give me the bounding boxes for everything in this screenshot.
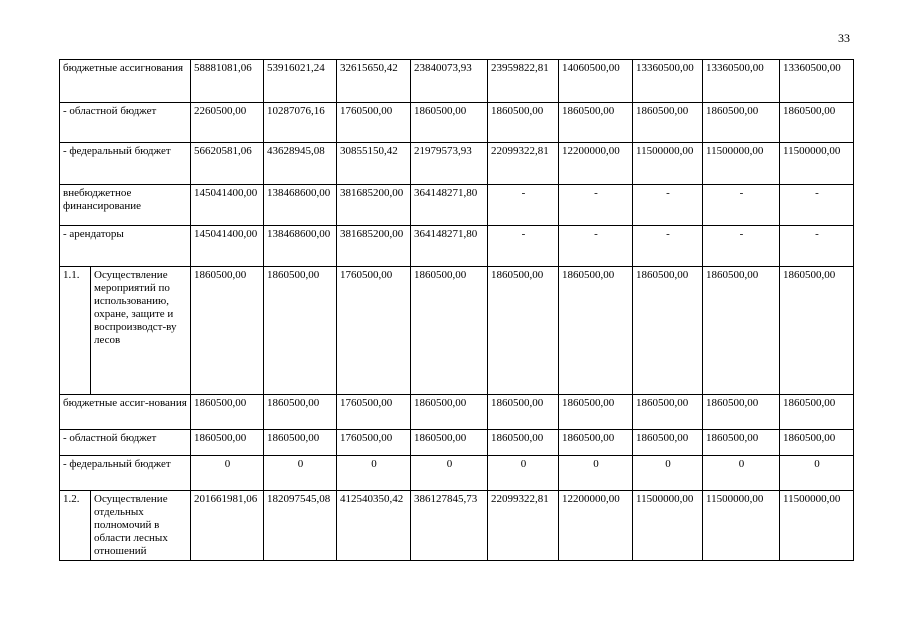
value-cell: 11500000,00 (780, 143, 854, 185)
value-cell: 22099322,81 (488, 143, 559, 185)
value-cell: - (633, 226, 703, 267)
value-cell: - (703, 185, 780, 226)
value-cell: 23959822,81 (488, 60, 559, 103)
value-cell: 145041400,00 (191, 185, 264, 226)
value-cell: 11500000,00 (633, 491, 703, 561)
row-label: - областной бюджет (60, 103, 191, 143)
value-cell: 1860500,00 (264, 395, 337, 430)
value-cell: 14060500,00 (559, 60, 633, 103)
value-cell: 22099322,81 (488, 491, 559, 561)
value-cell: 1860500,00 (633, 267, 703, 395)
value-cell: 1860500,00 (559, 395, 633, 430)
value-cell: 138468600,00 (264, 185, 337, 226)
value-cell: 13360500,00 (633, 60, 703, 103)
value-cell: 1860500,00 (191, 267, 264, 395)
table-row-item (60, 267, 854, 395)
value-cell: 21979573,93 (411, 143, 488, 185)
value-cell: 23840073,93 (411, 60, 488, 103)
value-cell: 11500000,00 (703, 491, 780, 561)
row-label: внебюджетное финансирование (60, 185, 191, 226)
value-cell: 1860500,00 (703, 267, 780, 395)
item-number: 1.1. (60, 267, 91, 395)
row-label: - арендаторы (60, 226, 191, 267)
table-row (60, 60, 854, 103)
value-cell: 1860500,00 (411, 430, 488, 456)
value-cell: 364148271,80 (411, 226, 488, 267)
value-cell: 1860500,00 (780, 430, 854, 456)
row-label: - областной бюджет (60, 430, 191, 456)
value-cell: 1860500,00 (559, 103, 633, 143)
value-cell: 11500000,00 (703, 143, 780, 185)
value-cell: - (780, 185, 854, 226)
value-cell: - (633, 185, 703, 226)
value-cell: 386127845,73 (411, 491, 488, 561)
table-row (60, 226, 854, 267)
value-cell: 1860500,00 (703, 430, 780, 456)
value-cell: 0 (191, 456, 264, 491)
value-cell: 381685200,00 (337, 185, 411, 226)
value-cell: 0 (488, 456, 559, 491)
value-cell: - (488, 226, 559, 267)
value-cell: 0 (703, 456, 780, 491)
item-label: Осуществление отдельных полномочий в области лесных отношений (91, 491, 191, 561)
value-cell: 1860500,00 (488, 395, 559, 430)
item-number: 1.2. (60, 491, 91, 561)
value-cell: 145041400,00 (191, 226, 264, 267)
row-label: - федеральный бюджет (60, 456, 191, 491)
value-cell: 2260500,00 (191, 103, 264, 143)
value-cell: 11500000,00 (633, 143, 703, 185)
value-cell: 1860500,00 (780, 103, 854, 143)
table-row (60, 456, 854, 491)
value-cell: 58881081,06 (191, 60, 264, 103)
value-cell: 43628945,08 (264, 143, 337, 185)
value-cell: - (559, 226, 633, 267)
value-cell: 1860500,00 (703, 395, 780, 430)
item-label: Осуществление мероприятий по использованию, охране, защите и воспроизводст-ву лесов (91, 267, 191, 395)
value-cell: 1860500,00 (559, 430, 633, 456)
value-cell: 13360500,00 (780, 60, 854, 103)
value-cell: 1860500,00 (191, 430, 264, 456)
value-cell: 1860500,00 (633, 430, 703, 456)
value-cell: 1860500,00 (191, 395, 264, 430)
table-row (60, 395, 854, 430)
value-cell: - (488, 185, 559, 226)
value-cell: 1860500,00 (780, 395, 854, 430)
value-cell: - (780, 226, 854, 267)
value-cell: 1860500,00 (488, 430, 559, 456)
value-cell: 1760500,00 (337, 395, 411, 430)
value-cell: 1760500,00 (337, 103, 411, 143)
table-row (60, 143, 854, 185)
value-cell: - (559, 185, 633, 226)
value-cell: 1860500,00 (264, 430, 337, 456)
value-cell: 0 (264, 456, 337, 491)
row-label: - федеральный бюджет (60, 143, 191, 185)
value-cell: 1860500,00 (633, 395, 703, 430)
value-cell: 53916021,24 (264, 60, 337, 103)
value-cell: 201661981,06 (191, 491, 264, 561)
value-cell: 412540350,42 (337, 491, 411, 561)
value-cell: 138468600,00 (264, 226, 337, 267)
value-cell: 1760500,00 (337, 267, 411, 395)
value-cell: 1860500,00 (703, 103, 780, 143)
value-cell: 1860500,00 (559, 267, 633, 395)
value-cell: 10287076,16 (264, 103, 337, 143)
value-cell: 1860500,00 (411, 103, 488, 143)
value-cell: 13360500,00 (703, 60, 780, 103)
page-number: 33 (838, 31, 850, 45)
value-cell: 0 (633, 456, 703, 491)
value-cell: 32615650,42 (337, 60, 411, 103)
row-label: бюджетные ассигнования (60, 60, 191, 103)
table-row (60, 103, 854, 143)
value-cell: - (703, 226, 780, 267)
value-cell: 381685200,00 (337, 226, 411, 267)
value-cell: 1860500,00 (411, 395, 488, 430)
value-cell: 1860500,00 (633, 103, 703, 143)
value-cell: 1860500,00 (780, 267, 854, 395)
value-cell: 1860500,00 (411, 267, 488, 395)
value-cell: 12200000,00 (559, 491, 633, 561)
value-cell: 0 (780, 456, 854, 491)
value-cell: 0 (411, 456, 488, 491)
value-cell: 182097545,08 (264, 491, 337, 561)
value-cell: 56620581,06 (191, 143, 264, 185)
value-cell: 1760500,00 (337, 430, 411, 456)
row-label: бюджетные ассиг-нования (60, 395, 191, 430)
value-cell: 1860500,00 (488, 103, 559, 143)
value-cell: 1860500,00 (264, 267, 337, 395)
value-cell: 0 (559, 456, 633, 491)
value-cell: 11500000,00 (780, 491, 854, 561)
table-row (60, 430, 854, 456)
budget-table (59, 59, 854, 561)
value-cell: 12200000,00 (559, 143, 633, 185)
table-row (60, 185, 854, 226)
value-cell: 0 (337, 456, 411, 491)
value-cell: 364148271,80 (411, 185, 488, 226)
value-cell: 30855150,42 (337, 143, 411, 185)
value-cell: 1860500,00 (488, 267, 559, 395)
table-row-item (60, 491, 854, 561)
